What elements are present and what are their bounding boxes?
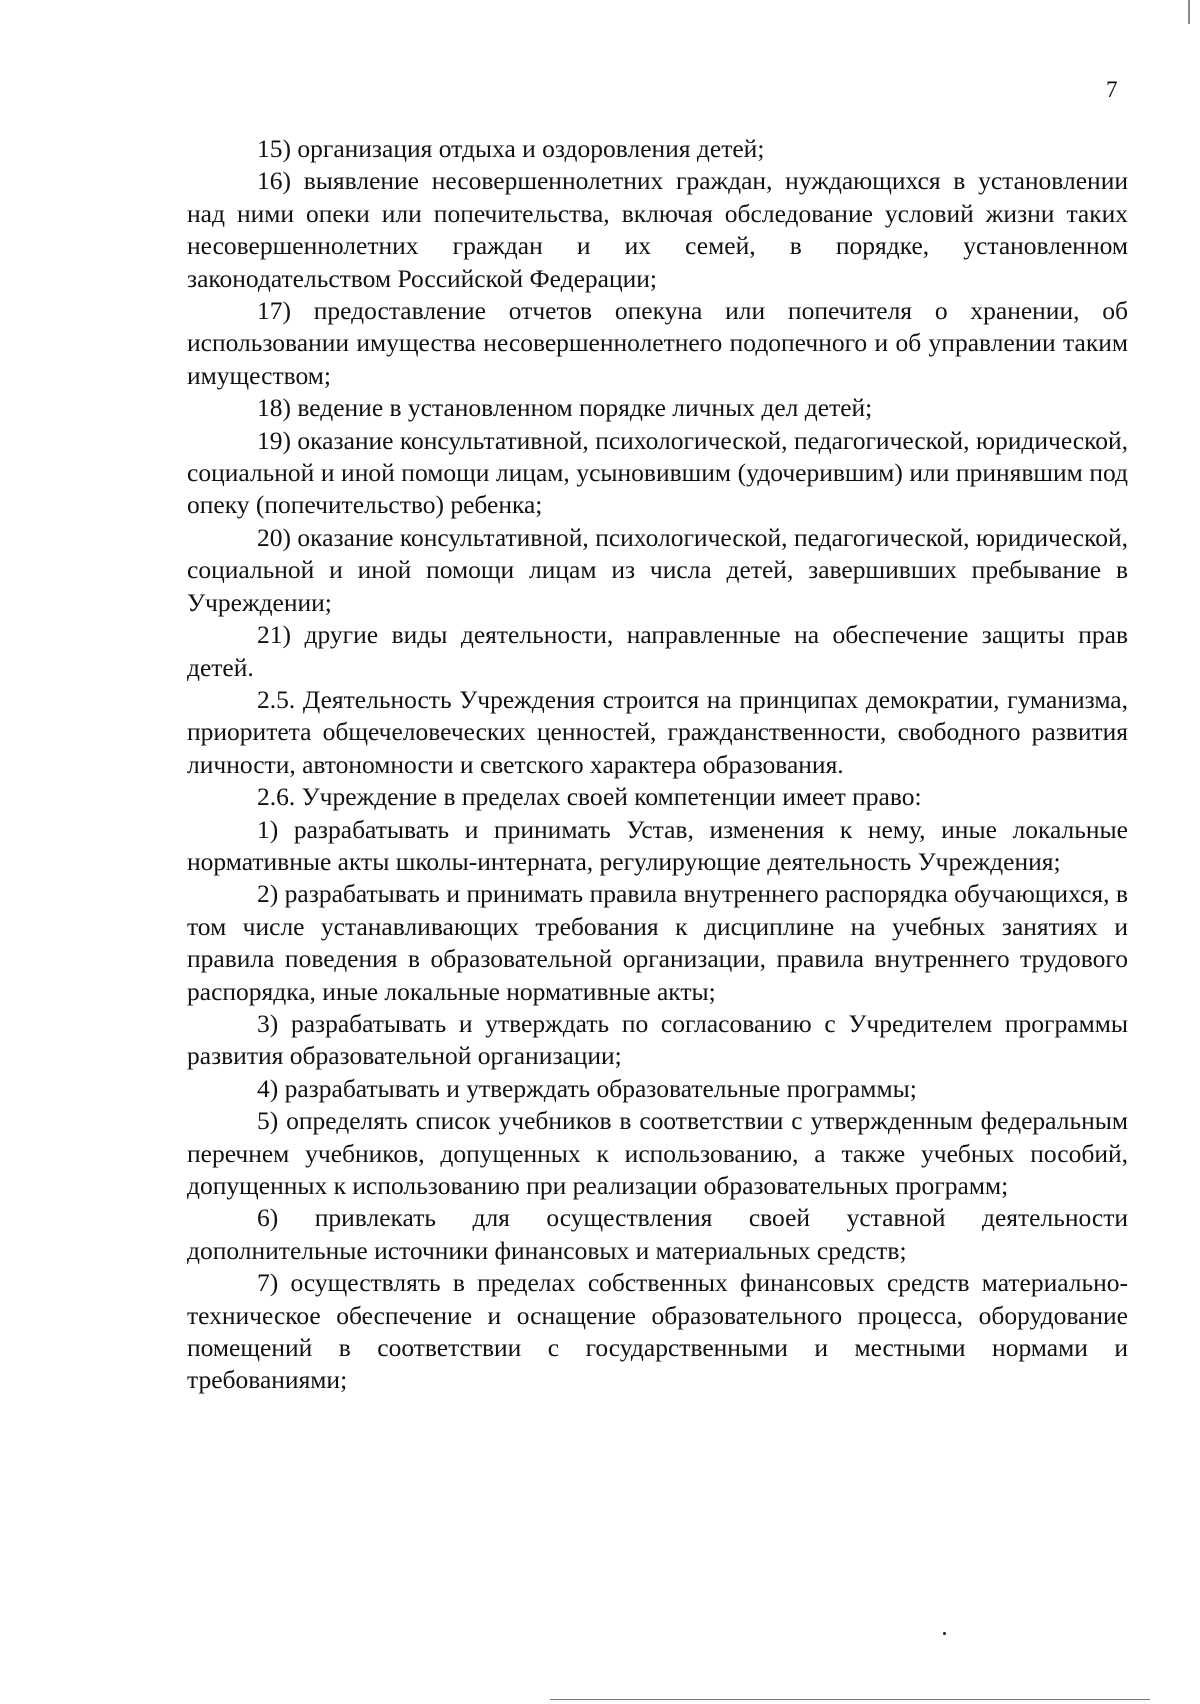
paragraph-right-5: 5) определять список учебников в соответствии с утвержденным федеральным перечнем учебников, допущенных к использованию, а также учебных пособий, допущенных к использованию при реализации образовательных программ;: [187, 1106, 1128, 1200]
paragraph-right-6: 6) привлекать для осуществления своей уставной деятельности дополнительные источники финансовых и материальных средств;: [187, 1203, 1128, 1265]
page-number: 7: [1106, 77, 1118, 102]
paragraph-item-19: 19) оказание консультативной, психологической, педагогической, юридической, социальной и иной помощи лицам, усыновившим (удочерившим) или принявшим под опеку (попечительство) ребенка;: [187, 425, 1128, 520]
paragraph-right-4: 4) разрабатывать и утверждать образовательные программы;: [257, 1073, 917, 1103]
document-body: [187, 133, 1128, 1397]
paragraph-item-18: 18) ведение в установленном порядке личных дел детей;: [257, 393, 873, 423]
paragraph-right-1: 1) разрабатывать и принимать Устав, изменения к нему, иные локальные нормативные акты школы-интерната, регулирующие деятельность Учреждения;: [187, 814, 1128, 876]
paragraph-section-2-6: 2.6. Учреждение в пределах своей компетенции имеет право:: [257, 782, 922, 812]
paragraph-item-15: 15) организация отдыха и оздоровления детей;: [257, 134, 765, 163]
paragraph-item-17: 17) предоставление отчетов опекуна или попечителя о хранении, об использовании имущества несовершеннолетнего подопечного и об управлении таким имуществом;: [187, 296, 1128, 390]
scan-edge-mark: [1188, 0, 1190, 24]
paragraph-section-2-5: 2.5. Деятельность Учреждения строится на принципах демократии, гуманизма, приоритета общечеловеческих ценностей, гражданственности, свободного развития личности, автономности и светского характера образования.: [187, 684, 1128, 779]
paragraph-right-3: 3) разрабатывать и утверждать по согласованию с Учредителем программы развития образовательной организации;: [187, 1008, 1128, 1071]
paragraph-item-21: 21) другие виды деятельности, направленные на обеспечение защиты прав детей.: [187, 620, 1128, 682]
scan-bottom-line: [550, 1699, 1150, 1700]
paragraph-item-16: 16) выявление несовершеннолетних граждан, нуждающихся в установлении над ними опеки или попечительства, включая обследование условий жизни таких несовершеннолетних граждан и их семей, в порядке, установленном законодательством Российской Федерации;: [187, 166, 1128, 293]
paragraph-item-20: 20) оказание консультативной, психологической, педагогической, юридической, социальной и иной помощи лицам из числа детей, завершивших пребывание в Учреждении;: [187, 522, 1128, 617]
paragraph-right-7: 7) осуществлять в пределах собственных финансовых средств материально-техническое обеспечение и оснащение образовательного процесса, оборудование помещений в соответствии с государственными и местными нормами и требованиями;: [187, 1268, 1128, 1395]
scan-dot-mark: [943, 1632, 946, 1635]
paragraph-right-2: 2) разрабатывать и принимать правила внутреннего распорядка обучающихся, в том числе устанавливающих требования к дисциплине на учебных занятиях и правила поведения в образовательной организации, правила внутреннего трудового распорядка, иные локальные нормативные акты;: [187, 879, 1128, 1006]
